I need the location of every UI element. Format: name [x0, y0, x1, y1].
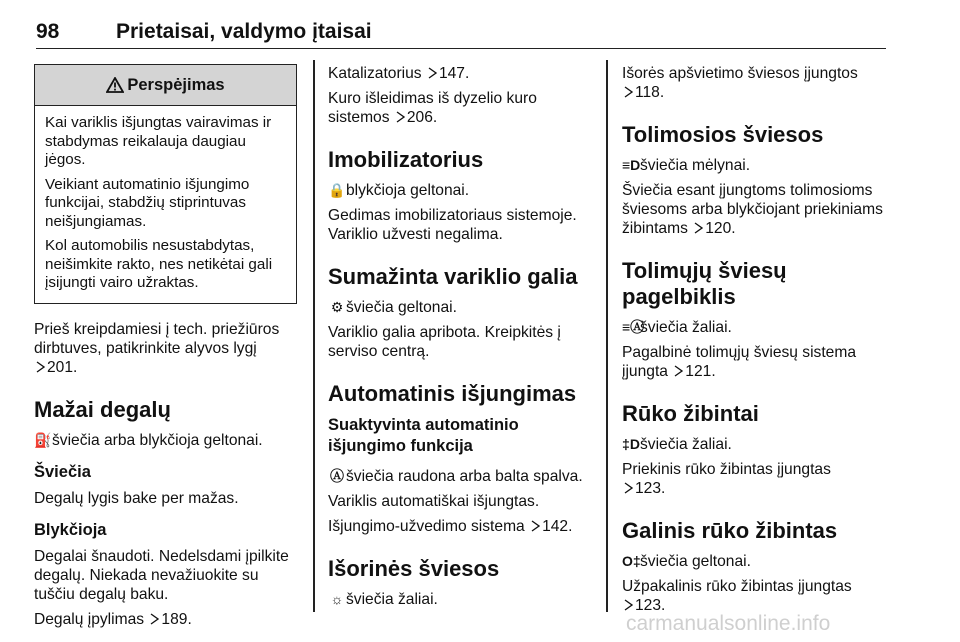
section-heading-autostop: Automatinis išjungimas: [328, 381, 577, 406]
high-beam-icon: ≡D: [622, 157, 641, 173]
section-heading-high-beam: Tolimosios šviesos: [622, 122, 824, 147]
page-reference: 147.: [438, 65, 470, 82]
warning-paragraph: Kai variklis išjungtas vairavimas ir stabdymas reikalauja daugiau jėgos.: [45, 114, 272, 168]
warning-box: [34, 64, 297, 304]
catalyst-reference: Katalizatorius 147.: [328, 65, 470, 82]
warning-body: [35, 106, 296, 303]
reference-arrow-icon: [36, 361, 45, 373]
low-fuel-indicator-line: ⛽šviečia arba blykčioja geltonai.: [34, 431, 263, 449]
high-beam-indicator-line: ≡Dšviečia mėlynai.: [622, 157, 751, 174]
key-car-icon: 🔒: [328, 182, 346, 198]
paragraph: Variklis automatiškai išjungtas.: [328, 493, 540, 510]
high-beam-desc: Šviečia esant įjungtoms tolimosioms šviesoms arba blykčiojant priekiniams žibintams 120.: [622, 182, 883, 237]
page-number: 98: [36, 20, 60, 43]
exterior-light-icon: ☼: [330, 591, 344, 607]
paragraph: Degalų lygis bake per mažas.: [34, 489, 239, 507]
reference-arrow-icon: [624, 482, 633, 494]
reference-arrow-icon: [428, 67, 437, 79]
refuel-reference: Degalų įpylimas 189.: [34, 610, 192, 628]
reference-arrow-icon: [531, 520, 540, 532]
exterior-indicator-line: ☼ šviečia žaliai.: [328, 590, 598, 609]
column-3: [622, 64, 888, 621]
exterior-on-reference: Išorės apšvietimo šviesos įjungtos 118.: [622, 65, 858, 101]
high-beam-assist-desc: Pagalbinė tolimųjų šviesų sistema įjungta 121.: [622, 344, 857, 380]
reference-arrow-icon: [624, 599, 633, 611]
stopstart-reference: Išjungimo-užvedimo sistema 142.: [328, 518, 573, 535]
fog-indicator-line: ‡Dšviečia žaliai.: [622, 436, 732, 453]
page-reference: 201.: [47, 358, 78, 376]
auto-stop-icon: Ⓐ: [330, 468, 344, 484]
column-2: [328, 64, 598, 615]
reduced-power-indicator-line: ⚙ šviečia geltonai.: [328, 298, 598, 317]
section-heading-fog-lights: Rūko žibintai: [622, 401, 759, 426]
reference-arrow-icon: [694, 222, 703, 234]
high-beam-assist-icon: ≡Ⓐ: [622, 319, 645, 335]
column-divider: [313, 60, 315, 612]
paragraph: Gedimas imobilizatoriaus sistemoje. Variklio užvesti negalima.: [328, 207, 577, 243]
rear-fog-icon: O‡: [622, 553, 641, 569]
paragraph: Variklio galia apribota. Kreipkitės į serviso centrą.: [328, 324, 561, 360]
page-reference: 142.: [542, 518, 573, 535]
warning-paragraph: Kol automobilis nesustabdytas, neišimkite rakto, nes netikėtai gali įsijungti vairo užraktas.: [45, 237, 273, 291]
page-reference: 123.: [635, 480, 666, 497]
rear-fog-desc: Užpakalinis rūko žibintas įjungtas 123.: [622, 578, 852, 614]
warning-header: [35, 65, 296, 106]
section-heading-reduced-power: Sumažinta variklio galia: [328, 264, 578, 289]
paragraph: Degalai šnaudoti. Nedelsdami įpilkite degalų. Niekada nevažiuokite su tuščiu degalų baku.: [34, 547, 289, 603]
page-title: Prietaisai, valdymo įtaisai: [116, 20, 372, 43]
fuel-pump-icon: ⛽: [34, 431, 52, 448]
section-heading-high-beam-assist: Tolimųjų šviesų pagelbiklis: [622, 258, 787, 309]
warning-title: Perspėjimas: [127, 75, 225, 94]
subheading-blinks: Blykčioja: [34, 520, 107, 539]
page-reference: 118.: [635, 84, 665, 101]
warning-paragraph: Veikiant automatinio išjungimo funkcijai, stabdžių stiprintuvas neišjungiamas.: [45, 175, 250, 230]
engine-power-icon: ⚙: [330, 299, 344, 315]
subheading-lights: Šviečia: [34, 462, 91, 481]
reference-arrow-icon: [150, 613, 159, 625]
watermark: carmanualsonline.info: [626, 612, 831, 635]
page-reference: 120.: [705, 220, 736, 237]
section-heading-low-fuel: Mažai degalų: [34, 396, 171, 422]
section-heading-rear-fog: Galinis rūko žibintas: [622, 518, 838, 543]
reference-arrow-icon: [624, 86, 633, 98]
reference-arrow-icon: [396, 111, 405, 123]
section-heading-immobilizer: Imobilizatorius: [328, 147, 484, 172]
page-reference: 123.: [635, 597, 666, 614]
column-1: [34, 64, 298, 635]
rear-fog-indicator-line: O‡šviečia geltonai.: [622, 553, 751, 570]
reference-arrow-icon: [674, 365, 683, 377]
page-reference: 189.: [161, 610, 192, 628]
section-heading-exterior-lights: Išorinės šviesos: [328, 556, 500, 581]
page-header: [36, 6, 886, 49]
column-divider: [606, 60, 608, 612]
page-reference: 121.: [685, 363, 716, 380]
page-reference: 206.: [406, 109, 438, 126]
immobilizer-indicator-line: 🔒blykčioja geltonai.: [328, 182, 470, 199]
diesel-reference: Kuro išleidimas iš dyzelio kuro sistemos 206.: [328, 90, 537, 126]
front-fog-icon: ‡D: [622, 436, 640, 452]
warning-triangle-icon: [106, 77, 124, 93]
oil-check-paragraph: Prieš kreipdamiesi į tech. priežiūros dirbtuves, patikrinkite alyvos lygį 201.: [34, 320, 280, 376]
high-beam-assist-indicator-line: ≡Ⓐšviečia žaliai.: [622, 319, 732, 336]
fog-desc: Priekinis rūko žibintas įjungtas 123.: [622, 461, 831, 497]
subheading-autostop-active: Suaktyvinta automatinio išjungimo funkcija: [328, 416, 519, 455]
autostop-indicator-line: Ⓐ šviečia raudona arba balta spalva.: [330, 468, 583, 485]
